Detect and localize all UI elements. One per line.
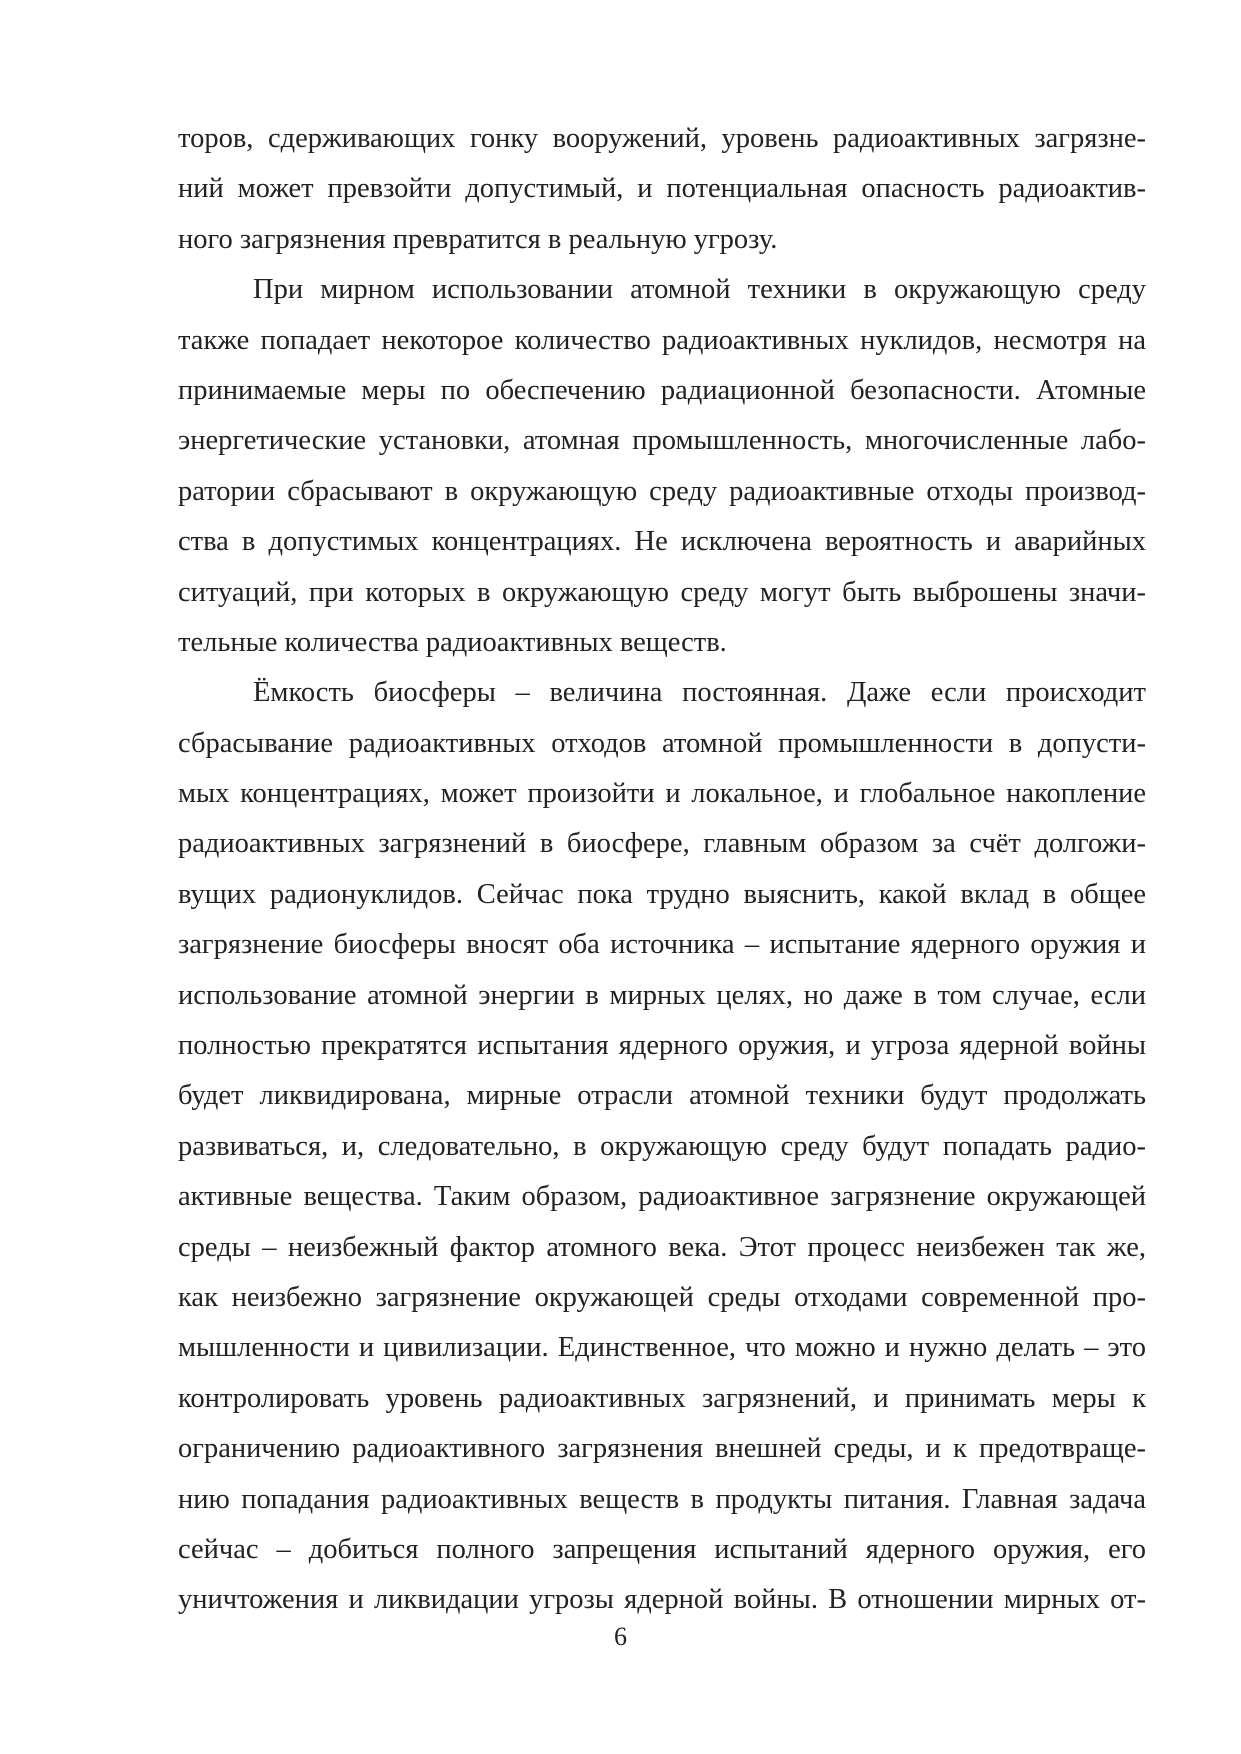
text-line: При мирном использовании атомной техники в окружающую среду: [253, 274, 1146, 306]
text-line: энергетические установки, атомная промышленность, многочисленные лабо-: [178, 425, 1146, 457]
text-line: контролировать уровень радиоактивных загрязнений, и принимать меры к: [178, 1382, 1146, 1414]
text-line: будет ликвидирована, мирные отрасли атомной техники будут продолжать: [178, 1080, 1146, 1112]
paragraph-1: [178, 114, 1146, 265]
text-line: ограничению радиоактивного загрязнения внешней среды, и к предотвраще-: [178, 1433, 1146, 1465]
text-line: полностью прекратятся испытания ядерного оружия, и угроза ядерной войны: [178, 1030, 1146, 1062]
text-line: ного загрязнения превратится в реальную угрозу.: [178, 223, 778, 255]
text-line: также попадает некоторое количество радиоактивных нуклидов, несмотря на: [178, 324, 1146, 356]
text-line: мых концентрациях, может произойти и локальное, и глобальное накопление: [178, 778, 1146, 810]
text-line: радиоактивных загрязнений в биосфере, главным образом за счёт долгожи-: [178, 828, 1146, 860]
text-line: торов, сдерживающих гонку вооружений, уровень радиоактивных загрязне-: [178, 123, 1146, 154]
text-line: использование атомной энергии в мирных целях, но даже в том случае, если: [178, 979, 1146, 1011]
text-line: как неизбежно загрязнение окружающей среды отходами современной про-: [178, 1281, 1146, 1313]
text-line: принимаемые меры по обеспечению радиационной безопасности. Атомные: [178, 374, 1146, 406]
text-line: Ёмкость биосферы – величина постоянная. Даже если происходит: [253, 677, 1146, 709]
text-line: вущих радионуклидов. Сейчас пока трудно выяснить, какой вклад в общее: [178, 878, 1146, 910]
paragraph-2: [178, 265, 1146, 668]
text-line: тельные количества радиоактивных веществ.: [178, 626, 727, 658]
text-line: ства в допустимых концентрациях. Не исключена вероятность и аварийных: [178, 526, 1146, 558]
text-line: нию попадания радиоактивных веществ в продукты питания. Главная задача: [178, 1483, 1146, 1515]
body-text: [178, 114, 1146, 1626]
page-number: 6: [614, 1622, 627, 1651]
text-line: развиваться, и, следовательно, в окружающую среду будут попадать радио-: [178, 1130, 1146, 1162]
text-line: ний может превзойти допустимый, и потенциальная опасность радиоактив-: [178, 173, 1146, 205]
text-line: загрязнение биосферы вносят оба источника – испытание ядерного оружия и: [178, 929, 1146, 961]
text-line: уничтожения и ликвидации угрозы ядерной войны. В отношении мирных от-: [178, 1584, 1146, 1616]
text-line: мышленности и цивилизации. Единственное, что можно и нужно делать – это: [178, 1332, 1146, 1364]
text-line: ратории сбрасывают в окружающую среду радиоактивные отходы производ-: [178, 475, 1146, 507]
text-line: сейчас – добиться полного запрещения испытаний ядерного оружия, его: [178, 1533, 1146, 1565]
text-line: сбрасывание радиоактивных отходов атомной промышленности в допусти-: [178, 727, 1146, 759]
text-line: активные вещества. Таким образом, радиоактивное загрязнение окружающей: [178, 1181, 1146, 1213]
paragraph-3: [178, 668, 1146, 1625]
text-line: среды – неизбежный фактор атомного века. Этот процесс неизбежен так же,: [178, 1231, 1146, 1263]
text-line: ситуаций, при которых в окружающую среду могут быть выброшены значи-: [178, 576, 1146, 608]
